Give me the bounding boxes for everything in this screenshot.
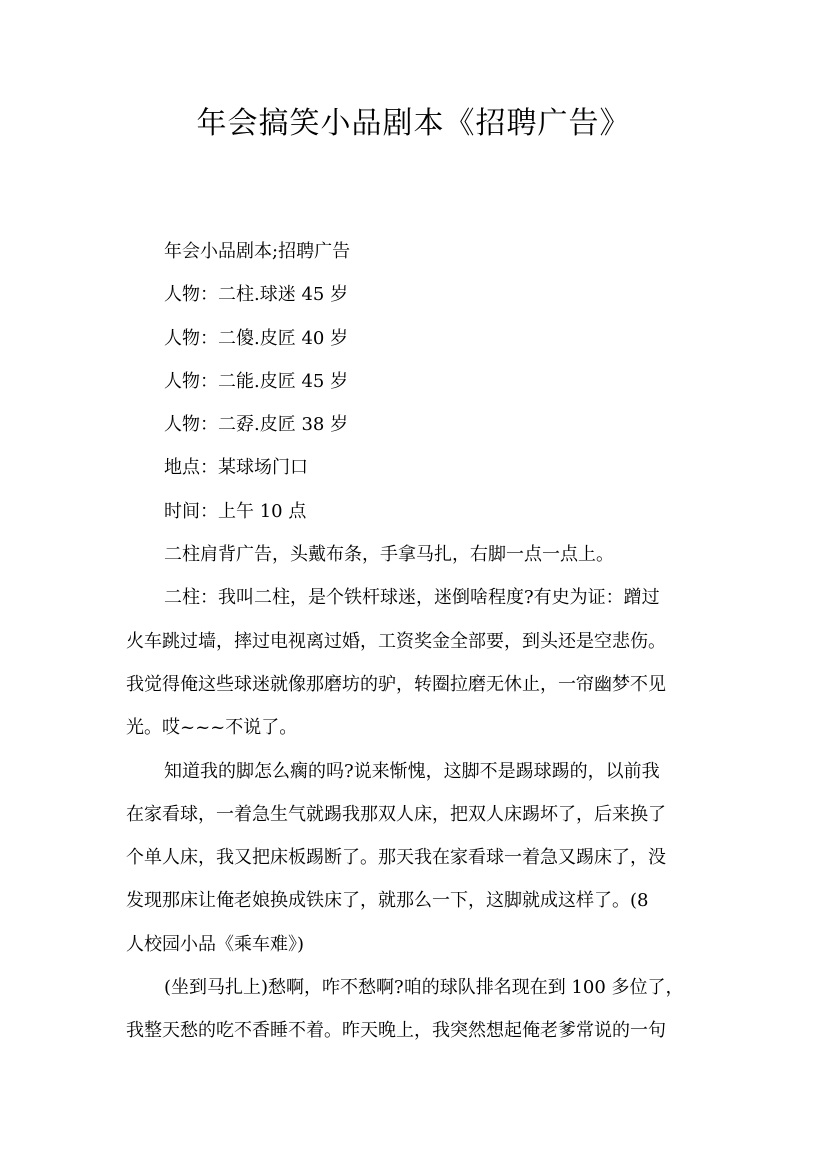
body-line: 地点：某球场门口 — [164, 457, 308, 479]
body-line: 发现那床让俺老娘换成铁床了，就那么一下，这脚就成这样了。(8 — [126, 890, 649, 912]
body-line: 年会小品剧本;招聘广告 — [164, 241, 351, 262]
body-line: 人物：二傻.皮匠 40 岁 — [164, 327, 349, 349]
body-line: 我觉得俺这些球迷就像那磨坊的驴，转圈拉磨无休止，一帘幽梦不见 — [126, 673, 666, 695]
body-line: 个单人床，我又把床板踢断了。那天我在家看球一着急又踢床了，没 — [126, 847, 666, 869]
body-line: 二柱肩背广告，头戴布条，手拿马扎，右脚一点一点上。 — [164, 544, 614, 566]
document-title: 年会搞笑小品剧本《招聘广告》 — [196, 106, 631, 141]
body-line: 人物：二能.皮匠 45 岁 — [164, 370, 349, 392]
body-line: 人物：二柱.球迷 45 岁 — [164, 284, 349, 306]
body-line: 知道我的脚怎么瘸的吗?说来惭愧，这脚不是踢球踢的，以前我 — [164, 760, 660, 782]
body-line: 火车跳过墙，摔过电视离过婚，工资奖金全部要，到头还是空悲伤。 — [126, 630, 666, 652]
body-line: 在家看球，一着急生气就踢我那双人床，把双人床踢坏了，后来换了 — [126, 803, 666, 825]
document-body — [126, 230, 716, 1053]
body-line: 时间：上午 10 点 — [164, 500, 307, 522]
body-line: 二柱：我叫二柱，是个铁杆球迷，迷倒啥程度?有史为证：蹭过 — [164, 587, 660, 609]
body-line: 人物：二孬.皮匠 38 岁 — [164, 414, 349, 436]
body-line: 光。哎~~~不说了。 — [126, 717, 298, 739]
body-line: 人校园小品《乘车难》) — [126, 933, 305, 955]
body-line: 我整天愁的吃不香睡不着。昨天晚上，我突然想起俺老爹常说的一句 — [126, 1020, 666, 1042]
body-line: (坐到马扎上)愁啊，咋不愁啊?咱的球队排名现在到 100 多位了， — [164, 977, 684, 999]
